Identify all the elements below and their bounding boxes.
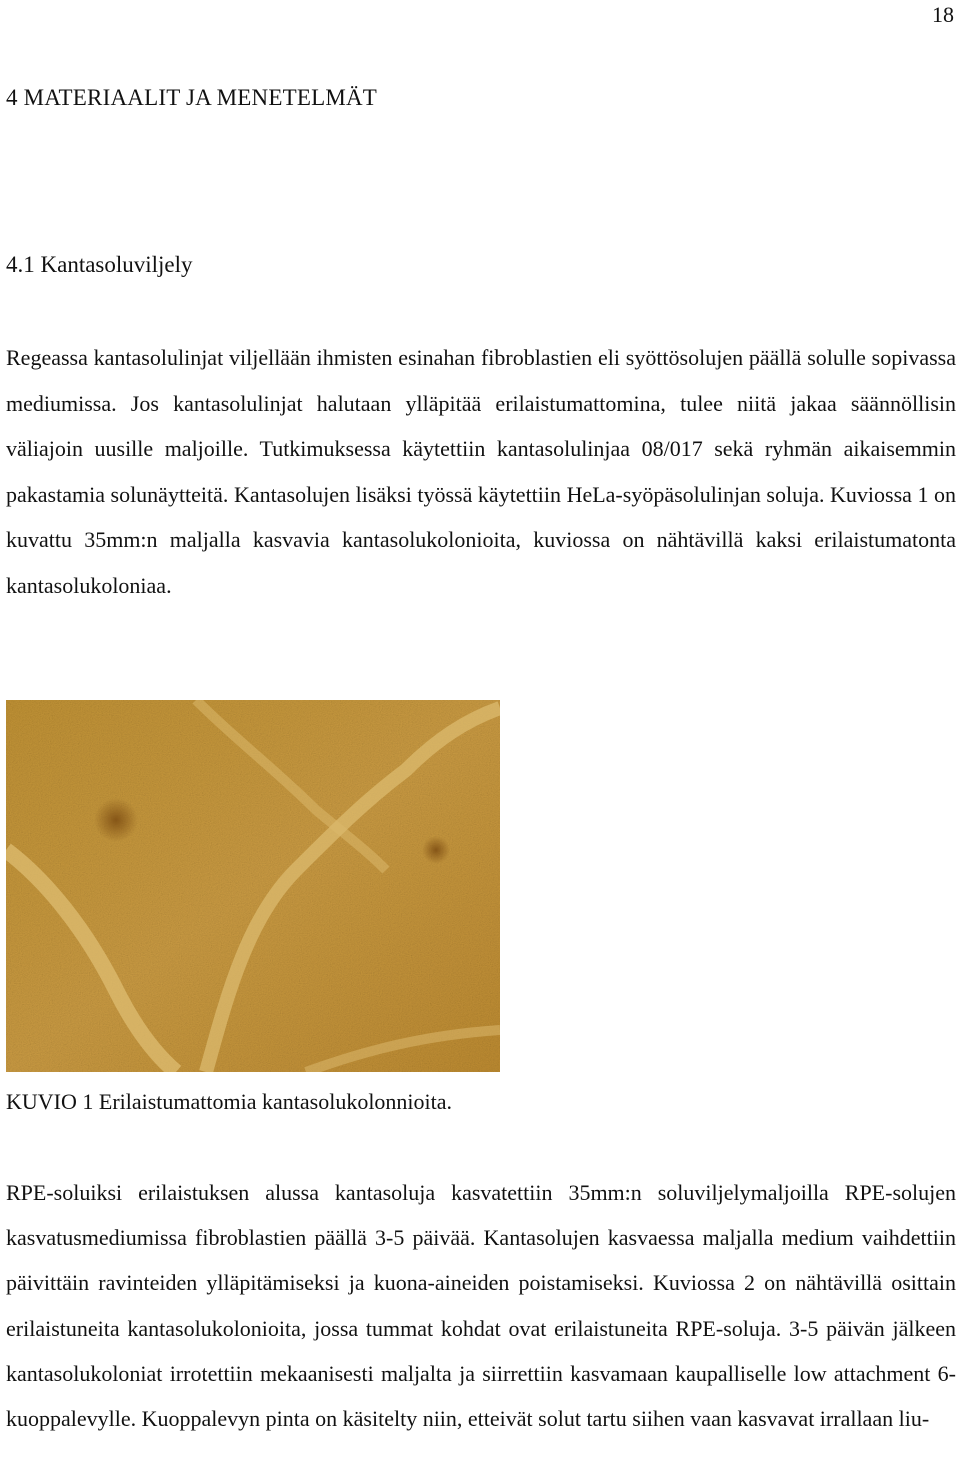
page-number: 18 [932, 2, 954, 27]
microscope-image [6, 700, 500, 1072]
section-heading: 4.1 Kantasoluviljely [6, 252, 193, 277]
body-paragraph: Regeassa kantasolulinjat viljellään ihmisten esinahan fibroblastien eli syöttösolujen päällä solulle sopivassa mediumissa. Jos kantasolulinjat halutaan ylläpitää erilaistumattomina, tulee niitä jakaa säännöllisin väliajoin uusille maljoille. Tutkimuksessa käytettiin kantasolulinjaa 08/017 sekä ryhmän aikaisemmin pakastamia solunäytteitä. Kantasolujen lisäksi työssä käytettiin HeLa-syöpäsolulinjan soluja. Kuviossa 1 on kuvattu 35mm:n maljalla kasvavia kantasolukolonioita, kuviossa on nähtävillä kaksi erilaistumatonta kantasolukoloniaa. [6, 345, 956, 598]
figure-caption: KUVIO 1 Erilaistumattomia kantasolukolonnioita. [6, 1089, 453, 1114]
body-paragraph: RPE-soluiksi erilaistuksen alussa kantasoluja kasvatettiin 35mm:n soluviljelymaljoilla RPE-solujen kasvatusmediumissa fibroblastien päällä 3-5 päivää. Kantasolujen kasvaessa maljalla medium vaihdettiin päivittäin ravinteiden ylläpitämiseksi ja kuona-aineiden poistamiseksi. Kuviossa 2 on nähtävillä osittain erilaistuneita kantasolukolonioita, jossa tummat kohdat ovat erilaistuneita RPE-soluja. 3-5 päivän jälkeen kantasolukoloniat irrotettiin mekaanisesti maljalta ja siirrettiin kasvamaan kaupalliselle low attachment 6-kuoppalevylle. Kuoppalevyn pinta on käsitelty niin, etteivät solut tartu siihen vaan kasvavat irrallaan liu- [6, 1180, 956, 1432]
chapter-heading: 4 MATERIAALIT JA MENETELMÄT [6, 85, 378, 110]
colony-micrograph [6, 700, 500, 1072]
